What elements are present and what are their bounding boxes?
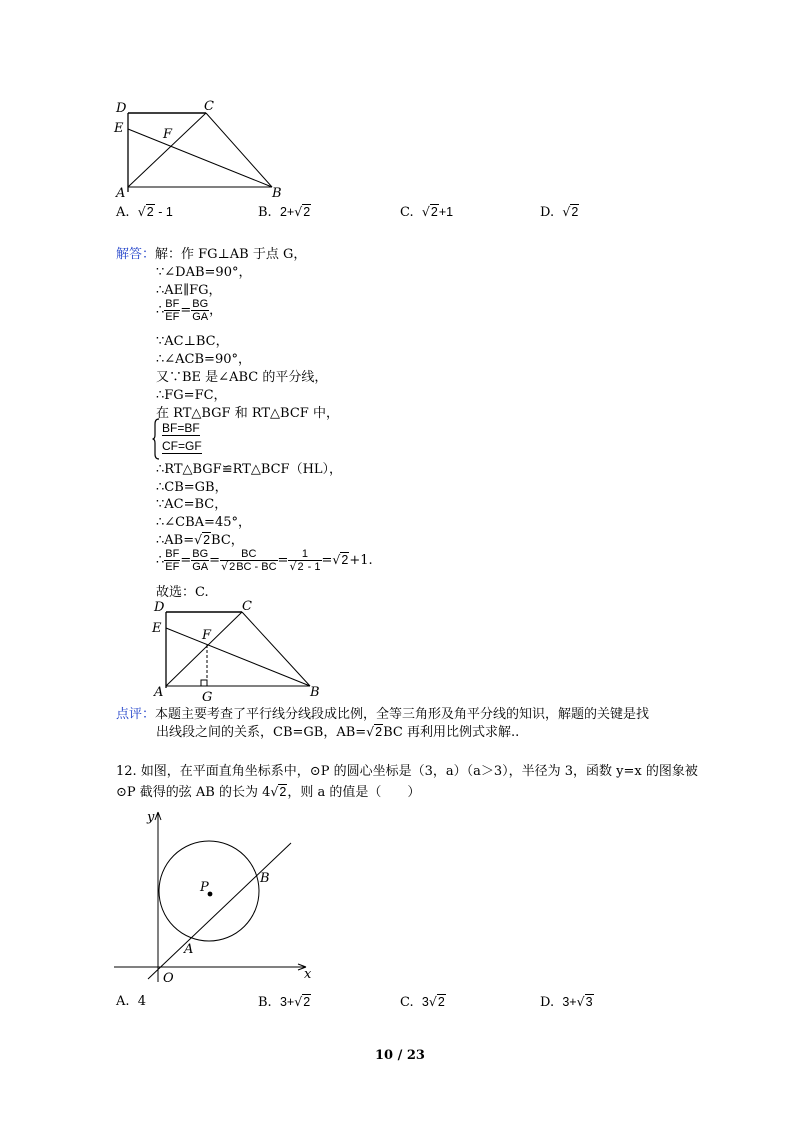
- q12-option-c[interactable]: C. 3√ 2: [400, 994, 446, 1010]
- brace-eq-bottom: CF=GF: [162, 439, 202, 453]
- fraction: 1 √ 2 - 1: [288, 548, 321, 573]
- label-d: D: [154, 600, 165, 615]
- q12-option-a[interactable]: A. 4: [116, 994, 147, 1009]
- q12-stem-line-2: ⊙P 截得的弦 AB 的长为 4√ 2，则 a 的值是（ ）: [116, 784, 420, 801]
- label-p: P: [200, 880, 209, 895]
- solution-line-7: ∴FG=FC，: [156, 388, 227, 403]
- label-y: y: [147, 810, 155, 825]
- figure-coordinate-circle: [108, 804, 323, 988]
- label-c: C: [242, 599, 252, 614]
- fraction: $\frac{BF}{EF}$: [165, 548, 180, 573]
- q11-option-a[interactable]: A. √ 2 - 1: [116, 204, 173, 220]
- solution-label: 解答：: [116, 247, 156, 262]
- solution-line-9: ∴RT△BGF≌RT△BCF（HL），: [156, 462, 343, 477]
- label-a: A: [116, 186, 126, 200]
- figure-trapezoid-1: [108, 96, 288, 200]
- solution-intro-line: 解答：解：作 FG⊥AB 于点 G，: [116, 247, 307, 262]
- solution-line-10: ∴CB=GB，: [156, 480, 228, 495]
- q12-stem-line-1: 12. 如图，在平面直角坐标系中，⊙P 的圆心坐标是（3，a）（a＞3），半径为 3，函数 y=x 的图象被: [116, 764, 698, 779]
- fraction: BC √ 2BC - BC: [220, 548, 277, 573]
- fraction: $\frac{BF}{EF}$: [165, 298, 180, 323]
- q12-option-d[interactable]: D. 3+√ 3: [540, 994, 594, 1010]
- label-b: B: [260, 871, 270, 886]
- comment-line-1: 点评：本题主要考查了平行线分线段成比例，全等三角形及角平分线的知识，解题的关键是找: [116, 707, 650, 722]
- comment-line-2: 出线段之间的关系，CB=GB，AB=√ 2BC 再利用比例式求解..: [156, 724, 519, 741]
- solution-line-6: 又∵BE 是∠ABC 的平分线，: [156, 370, 328, 385]
- left-brace-icon: [152, 418, 160, 460]
- q11-option-b[interactable]: B. 2+√ 2: [258, 204, 311, 220]
- solution-line-4: ∵AC⊥BC，: [156, 334, 229, 349]
- solution-answer: 故选：C.: [156, 585, 209, 600]
- brace-eq-top: BF=BF: [162, 421, 200, 435]
- label-c: C: [204, 99, 214, 114]
- page-number: 10 / 23: [375, 1048, 425, 1063]
- label-e: E: [152, 621, 162, 636]
- label-b: B: [310, 685, 320, 700]
- label-d: D: [116, 101, 127, 116]
- q11-option-d[interactable]: D. √ 2: [540, 204, 579, 220]
- label-e: E: [114, 121, 124, 136]
- solution-line-8: 在 RT△BGF 和 RT△BCF 中，: [156, 406, 339, 421]
- equation-system: [152, 418, 222, 460]
- label-a: A: [154, 685, 164, 700]
- solution-line-1: ∵∠DAB=90°，: [156, 265, 252, 280]
- solution-line-5: ∴∠ACB=90°，: [156, 352, 251, 367]
- fraction: $\frac{BG}{GA}$: [192, 298, 209, 323]
- solution-line-2: ∴AE∥FG，: [156, 283, 222, 298]
- solution-line-11: ∵AC=BC，: [156, 497, 228, 512]
- label-x: x: [304, 967, 312, 982]
- solution-line-13: ∴AB=√ 2BC，: [156, 532, 244, 549]
- fraction: $\frac{BG}{GA}$: [192, 548, 209, 573]
- q12-option-b[interactable]: B. 3+√ 2: [258, 994, 311, 1010]
- label-g: G: [202, 690, 213, 704]
- label-b: B: [272, 186, 282, 200]
- label-a: A: [184, 942, 194, 957]
- comment-label: 点评：: [116, 707, 156, 722]
- q11-option-c[interactable]: C. √ 2+1: [400, 204, 453, 220]
- figure-trapezoid-2: [148, 596, 328, 704]
- label-o: O: [163, 971, 174, 986]
- label-f: F: [202, 628, 212, 643]
- solution-line-12: ∴∠CBA=45°，: [156, 515, 251, 530]
- solution-line-3: ∴ $\frac{BF}{EF}$ = $\frac{BG}{GA}$ ，: [156, 298, 223, 323]
- solution-line-14: ∴ $\frac{BF}{EF}$ = $\frac{BG}{GA}$ = BC √ 2BC - BC = 1 √ 2 - 1 =√ 2+1.: [156, 548, 373, 573]
- label-f: F: [163, 127, 173, 142]
